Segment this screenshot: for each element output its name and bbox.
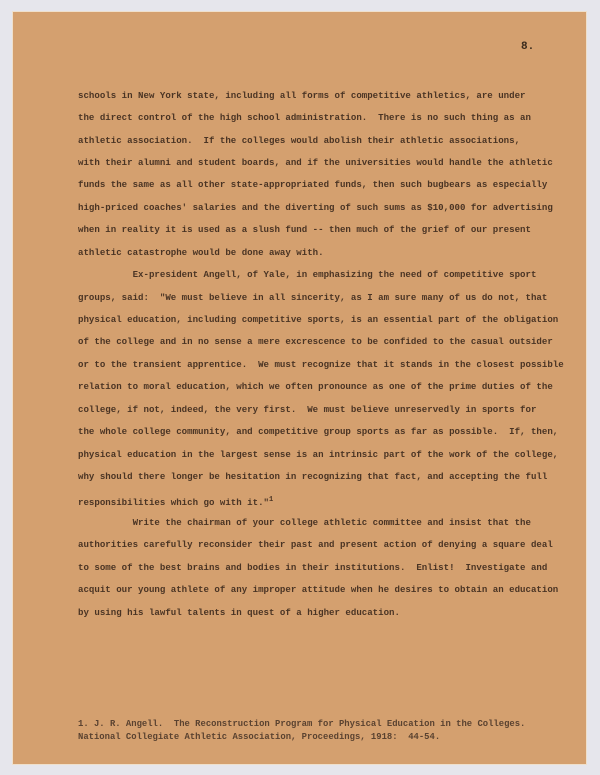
document-page (13, 12, 586, 764)
text-line: athletic association. If the colleges would abolish their athletic associations, (78, 135, 521, 146)
text-line: acquit our young athlete of any improper attitude when he desires to obtain an education (78, 584, 559, 595)
text-line: groups, said: "We must believe in all sincerity, as I am sure many of us do not, that (78, 292, 548, 303)
text-line: to some of the best brains and bodies in their institutions. Enlist! Investigate and (78, 562, 548, 573)
text-line: why should there longer be hesitation in recognizing that fact, and accepting the full (78, 471, 548, 482)
text-line: athletic catastrophe would be done away with. (78, 247, 324, 258)
text-line: when in reality it is used as a slush fund -- then much of the grief of our present (78, 224, 531, 235)
text-line: funds the same as all other state-appropriated funds, then such bugbears as especially (78, 179, 548, 190)
text-line: or to the transient apprentice. We must recognize that it stands in the closest possible (78, 359, 564, 370)
text-line: responsibilities which go with it."$^1$ (78, 496, 274, 509)
text-line: with their alumni and student boards, and if the universities would handle the athletic (78, 157, 553, 168)
footnote-line-1: 1. J. R. Angell. The Reconstruction Program for Physical Education in the Colleges. (78, 719, 526, 729)
footnote-marker: 1 (269, 496, 274, 504)
text-line: schools in New York state, including all forms of competitive athletics, are under (78, 90, 526, 101)
text-line: authorities carefully reconsider their past and present action of denying a square deal (78, 539, 553, 550)
text-line: of the college and in no sense a mere excrescence to be confided to the casual outsider (78, 336, 553, 347)
text-line: Write the chairman of your college athletic committee and insist that the (78, 517, 531, 528)
text-line: physical education, including competitive sports, is an essential part of the obligation (78, 314, 559, 325)
text-line: college, if not, indeed, the very first. We must believe unreservedly in sports for (78, 404, 537, 415)
text-line: by using his lawful talents in quest of a higher education. (78, 607, 400, 618)
text-line: Ex-president Angell, of Yale, in emphasizing the need of competitive sport (78, 269, 537, 280)
text-line: the direct control of the high school administration. There is no such thing as an (78, 112, 531, 123)
text-line: high-priced coaches' salaries and the diverting of such sums as $10,000 for advertising (78, 202, 553, 213)
text-line: the whole college community, and competitive group sports as far as possible. If, then, (78, 426, 559, 437)
text-line: physical education in the largest sense is an intrinsic part of the work of the college, (78, 449, 559, 460)
footnote-line-2: National Collegiate Athletic Association, Proceedings, 1918: 44-54. (78, 732, 441, 742)
text-line: relation to moral education, which we often pronounce as one of the prime duties of the (78, 381, 553, 392)
page-number: 8. (521, 41, 535, 53)
